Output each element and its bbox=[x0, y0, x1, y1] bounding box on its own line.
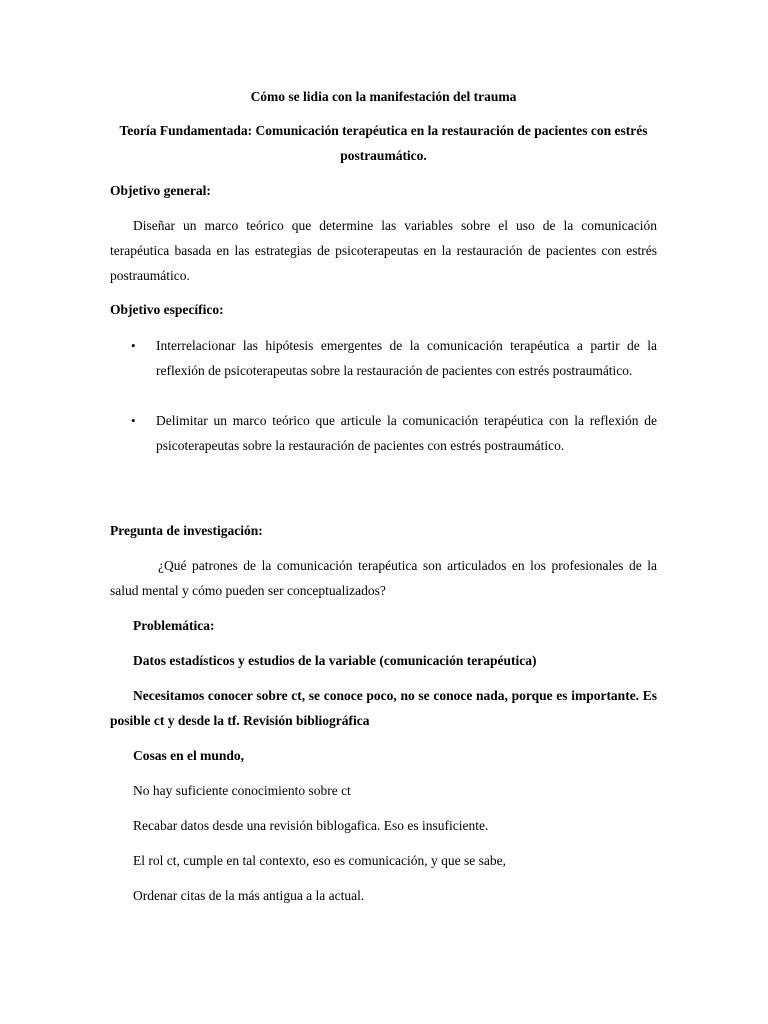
cosas-heading: Cosas en el mundo, bbox=[133, 748, 245, 763]
objetivo-general-text: Diseñar un marco teórico que determine las variables sobre el uso de la comunicación terapéutica basada en las estrategias de psicoterapeutas en la restauración de pacientes con estrés postraumático. bbox=[110, 218, 657, 283]
list-item-text: Interrelacionar las hipótesis emergentes de la comunicación terapéutica a partir de la reflexión de psicoterapeutas sobre la restauración de pacientes con estrés postraumático. bbox=[156, 338, 657, 378]
note-line: El rol ct, cumple en tal contexto, eso es comunicación, y que se sabe, bbox=[133, 853, 507, 868]
problematica-heading: Problemática: bbox=[133, 618, 215, 633]
document-subtitle: Teoría Fundamentada: Comunicación terapéutica en la restauración de pacientes con estrés postraumático. bbox=[119, 123, 648, 163]
datos-heading: Datos estadísticos y estudios de la variable (comunicación terapéutica) bbox=[133, 653, 537, 668]
pregunta-heading: Pregunta de investigación: bbox=[110, 523, 263, 538]
objetivo-general-heading: Objetivo general: bbox=[110, 183, 211, 198]
note-line: Recabar datos desde una revisión biblogafica. Eso es insuficiente. bbox=[133, 818, 489, 833]
list-item bbox=[110, 333, 657, 383]
list-item bbox=[110, 408, 657, 458]
list-item-text: Delimitar un marco teórico que articule la comunicación terapéutica con la reflexión de psicoterapeutas sobre la restauración de pacientes con estrés postraumático. bbox=[156, 413, 657, 453]
note-line: Ordenar citas de la más antigua a la actual. bbox=[133, 888, 365, 903]
document-title: Cómo se lidia con la manifestación del trauma bbox=[250, 89, 517, 104]
objetivo-especifico-heading: Objetivo específico: bbox=[110, 302, 224, 317]
necesitamos-paragraph: Necesitamos conocer sobre ct, se conoce poco, no se conoce nada, porque es importante. Es posible ct y desde la tf. Revisión bibliográfica bbox=[110, 688, 657, 728]
pregunta-text: ¿Qué patrones de la comunicación terapéutica son articulados en los profesionales de la salud mental y cómo pueden ser conceptualizados? bbox=[110, 558, 657, 598]
bullet-icon: • bbox=[131, 413, 136, 428]
bullet-icon: • bbox=[131, 338, 136, 353]
note-line: No hay suficiente conocimiento sobre ct bbox=[133, 783, 351, 798]
